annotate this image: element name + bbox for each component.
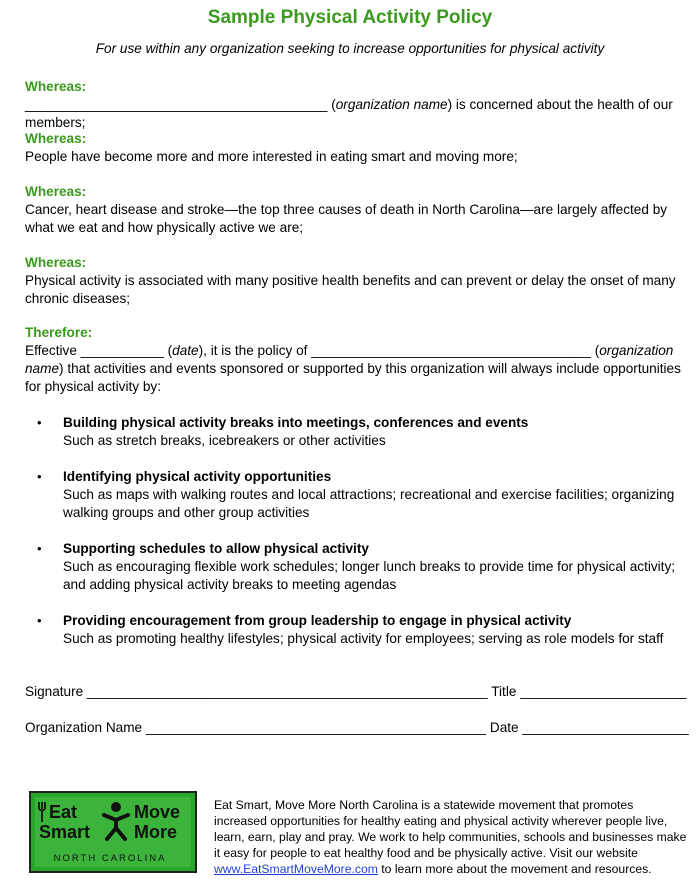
date-label: Date (489, 720, 519, 735)
whereas-text-end: ) is concerned about the health of our members; (25, 97, 673, 130)
date-field[interactable]: ______________________ (522, 720, 689, 735)
list-item-description: Such as promoting healthy lifestyles; physical activity for employees; serving as role models for staff (63, 631, 664, 646)
logo-more: More (134, 822, 178, 842)
org-name-hint: organization name (25, 343, 674, 376)
fork-icon (37, 801, 51, 823)
whereas-text: ________________________________________ (organization name) is concerned about the health of our members; (25, 97, 673, 130)
whereas-text: People have become more and more interested in eating smart and moving more; (25, 149, 518, 164)
whereas-heading: Whereas: (25, 79, 87, 94)
whereas-section-4 (25, 254, 685, 308)
list-item-description: Such as stretch breaks, icebreakers or other activities (63, 433, 386, 448)
date-hint: date (172, 343, 199, 358)
website-link[interactable]: www.EatSmartMoveMore.com (214, 862, 378, 876)
policy-text: ), it is the policy of (198, 343, 308, 358)
whereas-section-1 (25, 78, 685, 132)
title-label: Title (491, 684, 517, 699)
org-name-blank[interactable]: _____________________________________ (311, 343, 591, 358)
bullet-icon: • (37, 469, 42, 484)
policy-continuation: that activities and events sponsored or supported by this organization will always include opportunities for physical activity by: (25, 361, 681, 394)
eat-smart-move-more-logo (29, 791, 197, 873)
logo-eat: Eat (49, 802, 78, 822)
list-item-title: Supporting schedules to allow physical activity (63, 541, 369, 556)
running-person-icon (101, 801, 131, 841)
list-item-title: Building physical activity breaks into meetings, conferences and events (63, 415, 529, 430)
document-title: Sample Physical Activity Policy (207, 7, 493, 28)
whereas-heading: Whereas: (25, 131, 87, 146)
organization-row (25, 719, 689, 737)
whereas-text: Cancer, heart disease and stroke—the top three causes of death in North Carolina—are largely affected by what we eat and how physically active we are; (25, 202, 668, 235)
signature-field[interactable]: _____________________________________________________ (86, 684, 488, 699)
whereas-section-2 (25, 130, 685, 166)
list-item-title: Providing encouragement from group leadership to engage in physical activity (63, 613, 572, 628)
organization-name-label: Organization Name (25, 720, 143, 735)
signature-row (25, 683, 685, 701)
list-item-description: Such as encouraging flexible work schedules; longer lunch breaks to provide time for physical activity; and adding physical activity breaks to meeting agendas (63, 559, 676, 592)
organization-name-field[interactable]: _____________________________________________ (145, 720, 487, 735)
list-item-description: Such as maps with walking routes and local attractions; recreational and exercise facilities; organizing walking groups and other group activities (63, 487, 675, 520)
whereas-heading: Whereas: (25, 184, 87, 199)
bullet-icon: • (37, 415, 42, 430)
therefore-section (25, 324, 685, 396)
whereas-section-3 (25, 183, 685, 237)
therefore-text: Effective ___________ (date), it is the policy of _____________________________________ (organization name) that activities and events sponsored or supported by this organization will always include opportunities for physical activity by: (25, 343, 681, 394)
date-blank[interactable]: ___________ (80, 343, 164, 358)
whereas-text: Physical activity is associated with many positive health benefits and can prevent or delay the onset of many chronic diseases; (25, 273, 676, 306)
whereas-heading: Whereas: (25, 255, 87, 270)
effective-label: Effective (25, 343, 77, 358)
bullet-icon: • (37, 541, 42, 556)
logo-smart: Smart (39, 822, 91, 842)
footer-text-end: to learn more about the movement and resources. (381, 862, 652, 876)
bullet-icon: • (37, 613, 42, 628)
list-item-title: Identifying physical activity opportunities (63, 469, 332, 484)
logo-north-carolina: NORTH CAROLINA (53, 853, 167, 864)
footer-description (214, 797, 689, 877)
title-field[interactable]: ______________________ (520, 684, 687, 699)
therefore-heading: Therefore: (25, 325, 93, 340)
document-subtitle: For use within any organization seeking to increase opportunities for physical activity (95, 41, 605, 56)
signature-label: Signature (25, 684, 84, 699)
org-name-blank[interactable]: ________________________________________ (25, 97, 328, 112)
org-name-hint: organization name (335, 97, 448, 112)
logo-move: Move (134, 802, 181, 822)
footer-text: Eat Smart, Move More North Carolina is a statewide movement that promotes increased opportunities for healthy eating and physical activity wherever people live, learn, earn, play and pray. We work to help communities, schools and businesses make it easy for people to eat healthy food and be physically active. Visit our website (214, 798, 687, 860)
